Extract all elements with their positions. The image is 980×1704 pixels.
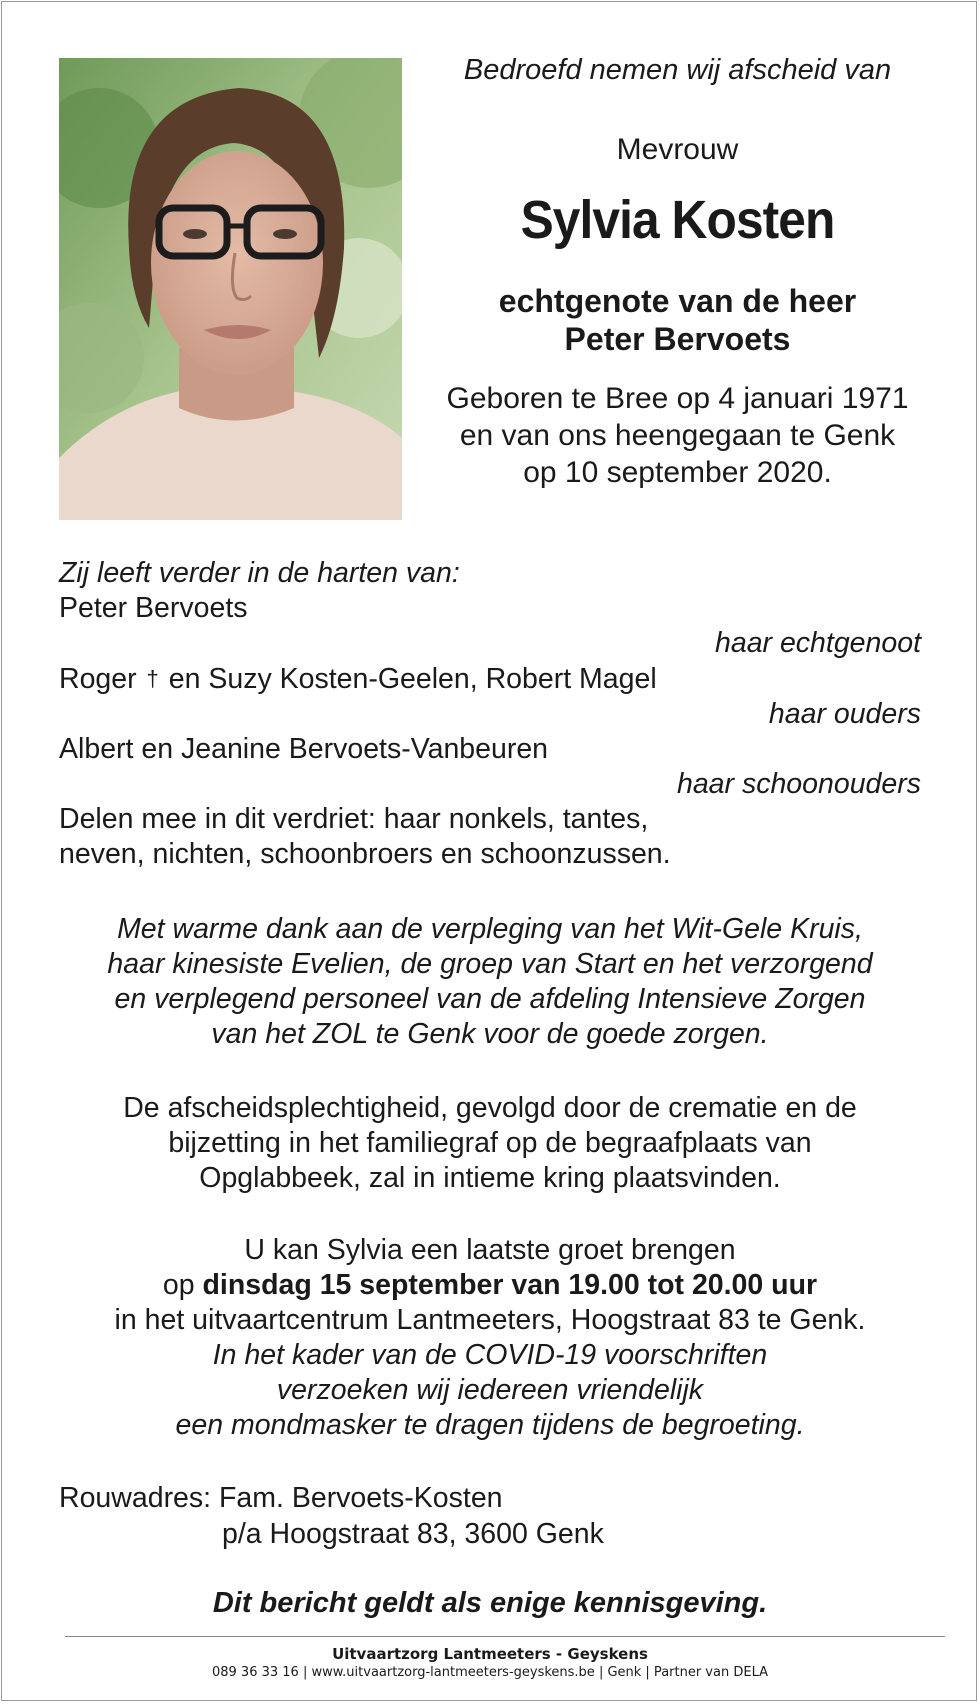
thanks-line-4: van het ZOL te Genk voor de goede zorgen. [211, 1018, 769, 1050]
survivor-name-3: Albert en Jeanine Bervoets-Vanbeuren [59, 733, 549, 765]
covid-line-2: verzoeken wij iedereen vriendelijk [276, 1374, 704, 1406]
birth-line-2: en van ons heengegaan te Genk [459, 419, 896, 452]
birth-death-info [410, 380, 945, 491]
survivor-name-2a: Roger [59, 663, 137, 695]
address-line-2: p/a Hoogstraat 83, 3600 Genk [222, 1518, 604, 1550]
visit-line-1: U kan Sylvia een laatste groet brengen [244, 1234, 736, 1266]
covid-line-3: een mondmasker te dragen tijdens de begroeting. [175, 1409, 805, 1441]
survivor-name-2 [59, 661, 921, 697]
ceremony-line-2: bijzetting in het familiegraf op de begraafplaats van [168, 1127, 812, 1159]
spouse-line-1: echtgenote van de heer [498, 283, 857, 319]
survivor-relation-3: haar schoonouders [676, 768, 921, 800]
intro-line: Bedroefd nemen wij afscheid van [463, 54, 892, 86]
thanks-paragraph [40, 912, 940, 1052]
visit-prefix: op [162, 1269, 195, 1301]
thanks-line-3: en verplegend personeel van de afdeling Intensieve Zorgen [114, 983, 866, 1015]
visit-line-2 [40, 1268, 940, 1303]
footer-divider [65, 1636, 945, 1637]
honorific: Mevrouw [616, 133, 739, 166]
funeral-home-contact: 089 36 33 16 | www.uitvaartzorg-lantmeeters-geyskens.be | Genk | Partner van DELA [211, 1665, 769, 1680]
funeral-home-name: Uitvaartzorg Lantmeeters - Geyskens [332, 1645, 648, 1663]
birth-line-3: op 10 september 2020. [523, 456, 832, 489]
survivors-section [59, 556, 921, 872]
thanks-line-1: Met warme dank aan de verpleging van het Wit-Gele Kruis, [117, 913, 863, 945]
visit-paragraph [40, 1233, 940, 1443]
survivors-lead: Zij leeft verder in de harten van: [59, 557, 460, 589]
survivor-relation-2: haar ouders [768, 698, 921, 730]
visit-line-3: in het uitvaartcentrum Lantmeeters, Hoogstraat 83 te Genk. [114, 1304, 866, 1336]
share-line-1: Delen mee in dit verdriet: haar nonkels, tantes, [59, 803, 649, 835]
mourning-address [59, 1480, 759, 1552]
spouse-info [410, 282, 945, 358]
ceremony-line-1: De afscheidsplechtigheid, gevolgd door de crematie en de [123, 1092, 857, 1124]
visit-datetime: dinsdag 15 september van 19.00 tot 20.00 uur [202, 1269, 818, 1301]
survivor-relation-1: haar echtgenoot [715, 627, 921, 659]
thanks-line-2: haar kinesiste Evelien, de groep van Start en het verzorgend [107, 948, 873, 980]
portrait-photo [59, 58, 402, 520]
share-line-2: neven, nichten, schoonbroers en schoonzussen. [59, 838, 671, 870]
survivor-name-2b: en Suzy Kosten-Geelen, Robert Magel [168, 663, 657, 695]
address-line-1: Rouwadres: Fam. Bervoets-Kosten [59, 1482, 503, 1514]
ceremony-paragraph [40, 1091, 940, 1196]
survivor-name-1: Peter Bervoets [59, 592, 248, 624]
deceased-header [410, 50, 945, 491]
covid-line-1: In het kader van de COVID-19 voorschriften [212, 1339, 768, 1371]
cross-icon: † [146, 666, 159, 691]
funeral-home-footer [40, 1644, 940, 1682]
birth-line-1: Geboren te Bree op 4 januari 1971 [446, 382, 909, 415]
spouse-line-2: Peter Bervoets [564, 321, 791, 357]
notice-statement: Dit bericht geldt als enige kennisgeving. [212, 1587, 768, 1619]
deceased-name: Sylvia Kosten [520, 190, 835, 250]
ceremony-line-3: Opglabbeek, zal in intieme kring plaatsvinden. [199, 1162, 781, 1194]
